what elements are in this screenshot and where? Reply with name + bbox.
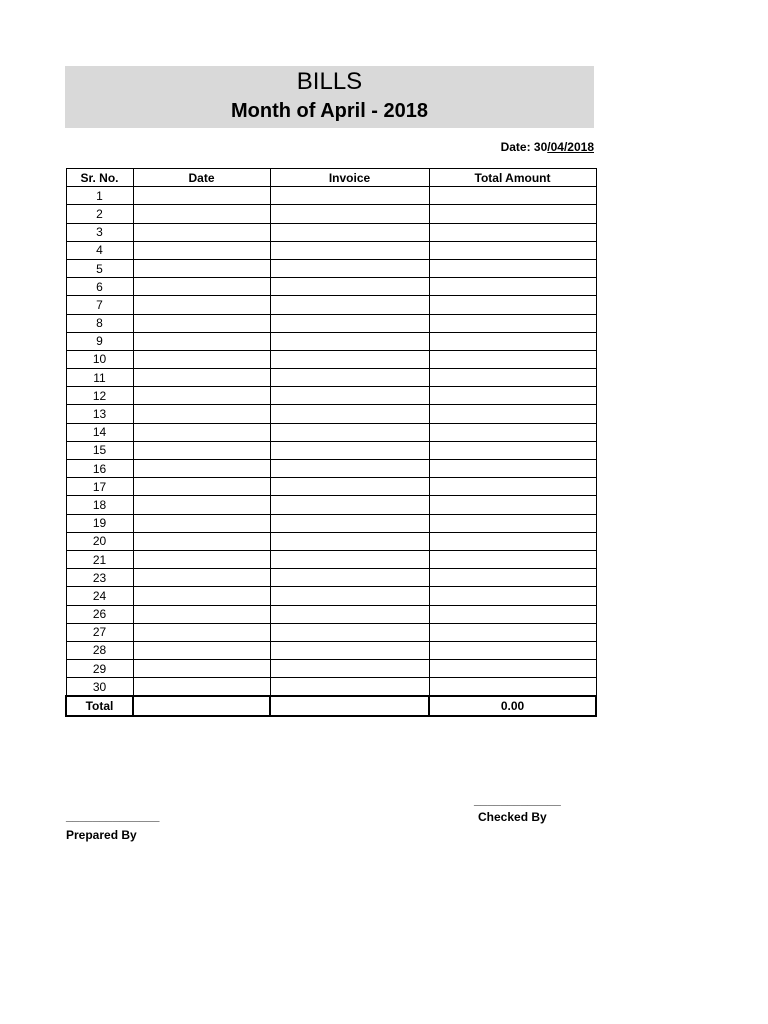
row-invoice-cell[interactable] <box>270 660 429 678</box>
row-total-amount-cell[interactable] <box>429 278 596 296</box>
row-date-cell[interactable] <box>133 241 270 259</box>
row-date-cell[interactable] <box>133 532 270 550</box>
row-sr-no: 26 <box>66 605 133 623</box>
row-total-amount-cell[interactable] <box>429 223 596 241</box>
row-invoice-cell[interactable] <box>270 423 429 441</box>
table-row <box>66 569 596 587</box>
row-sr-no: 15 <box>66 441 133 459</box>
row-total-amount-cell[interactable] <box>429 187 596 205</box>
table-row <box>66 259 596 277</box>
row-date-cell[interactable] <box>133 514 270 532</box>
row-date-cell[interactable] <box>133 496 270 514</box>
row-total-amount-cell[interactable] <box>429 605 596 623</box>
table-row <box>66 641 596 659</box>
row-invoice-cell[interactable] <box>270 641 429 659</box>
page-title: BILLS <box>296 68 363 95</box>
row-invoice-cell[interactable] <box>270 332 429 350</box>
total-label: Total <box>66 696 133 716</box>
table-row <box>66 205 596 223</box>
table-row <box>66 314 596 332</box>
row-date-cell[interactable] <box>133 187 270 205</box>
row-invoice-cell[interactable] <box>270 314 429 332</box>
row-date-cell[interactable] <box>133 550 270 568</box>
row-date-cell[interactable] <box>133 314 270 332</box>
row-sr-no: 11 <box>66 369 133 387</box>
row-total-amount-cell[interactable] <box>429 460 596 478</box>
table-row <box>66 350 596 368</box>
column-header-invoice: Invoice <box>270 169 429 187</box>
row-invoice-cell[interactable] <box>270 496 429 514</box>
row-sr-no: 20 <box>66 532 133 550</box>
row-date-cell[interactable] <box>133 460 270 478</box>
row-total-amount-cell[interactable] <box>429 641 596 659</box>
table-row <box>66 441 596 459</box>
row-sr-no: 16 <box>66 460 133 478</box>
total-amount-value: 0.00 <box>429 696 596 716</box>
row-sr-no: 2 <box>66 205 133 223</box>
row-date-cell[interactable] <box>133 405 270 423</box>
column-header-sr-no: Sr. No. <box>66 169 133 187</box>
row-sr-no: 24 <box>66 587 133 605</box>
row-total-amount-cell[interactable] <box>429 350 596 368</box>
table-row <box>66 678 596 697</box>
date-value: /04/2018 <box>547 140 594 154</box>
row-invoice-cell[interactable] <box>270 205 429 223</box>
row-total-amount-cell[interactable] <box>429 623 596 641</box>
row-date-cell[interactable] <box>133 369 270 387</box>
table-row <box>66 660 596 678</box>
row-date-cell[interactable] <box>133 296 270 314</box>
row-sr-no: 21 <box>66 550 133 568</box>
row-total-amount-cell[interactable] <box>429 478 596 496</box>
prepared-by-label: Prepared By <box>66 828 137 842</box>
row-sr-no: 28 <box>66 641 133 659</box>
row-invoice-cell[interactable] <box>270 678 429 697</box>
row-date-cell[interactable] <box>133 441 270 459</box>
row-date-cell[interactable] <box>133 623 270 641</box>
row-sr-no: 6 <box>66 278 133 296</box>
row-total-amount-cell[interactable] <box>429 532 596 550</box>
row-sr-no: 19 <box>66 514 133 532</box>
bills-table-body <box>66 187 596 697</box>
row-total-amount-cell[interactable] <box>429 678 596 697</box>
row-sr-no: 7 <box>66 296 133 314</box>
row-sr-no: 17 <box>66 478 133 496</box>
row-invoice-cell[interactable] <box>270 478 429 496</box>
row-total-amount-cell[interactable] <box>429 550 596 568</box>
row-invoice-cell[interactable] <box>270 460 429 478</box>
total-row <box>66 696 596 716</box>
row-date-cell[interactable] <box>133 350 270 368</box>
row-sr-no: 18 <box>66 496 133 514</box>
column-header-total-amount: Total Amount <box>429 169 596 187</box>
table-row <box>66 241 596 259</box>
row-total-amount-cell[interactable] <box>429 296 596 314</box>
table-row <box>66 278 596 296</box>
row-date-cell[interactable] <box>133 259 270 277</box>
table-row <box>66 550 596 568</box>
table-row <box>66 223 596 241</box>
row-date-cell[interactable] <box>133 605 270 623</box>
row-invoice-cell[interactable] <box>270 514 429 532</box>
row-invoice-cell[interactable] <box>270 569 429 587</box>
row-date-cell[interactable] <box>133 678 270 697</box>
bills-table <box>65 168 597 717</box>
row-sr-no: 12 <box>66 387 133 405</box>
row-invoice-cell[interactable] <box>270 550 429 568</box>
row-sr-no: 9 <box>66 332 133 350</box>
row-invoice-cell[interactable] <box>270 405 429 423</box>
row-total-amount-cell[interactable] <box>429 205 596 223</box>
row-sr-no: 14 <box>66 423 133 441</box>
checked-by-label: Checked By <box>478 810 547 824</box>
row-total-amount-cell[interactable] <box>429 387 596 405</box>
row-total-amount-cell[interactable] <box>429 405 596 423</box>
prepared-by-signature-line: ______________ <box>66 809 160 823</box>
page-subtitle: Month of April - 2018 <box>230 100 429 122</box>
document-date <box>501 139 594 155</box>
row-date-cell[interactable] <box>133 278 270 296</box>
total-invoice-cell[interactable] <box>270 696 429 716</box>
row-sr-no: 5 <box>66 259 133 277</box>
table-row <box>66 514 596 532</box>
table-row <box>66 332 596 350</box>
row-total-amount-cell[interactable] <box>429 660 596 678</box>
row-invoice-cell[interactable] <box>270 259 429 277</box>
row-total-amount-cell[interactable] <box>429 241 596 259</box>
row-sr-no: 3 <box>66 223 133 241</box>
row-sr-no: 23 <box>66 569 133 587</box>
checked-by-signature-line: _____________ <box>474 793 561 807</box>
row-invoice-cell[interactable] <box>270 241 429 259</box>
row-date-cell[interactable] <box>133 641 270 659</box>
row-sr-no: 13 <box>66 405 133 423</box>
row-total-amount-cell[interactable] <box>429 587 596 605</box>
table-row <box>66 587 596 605</box>
row-invoice-cell[interactable] <box>270 623 429 641</box>
table-row <box>66 460 596 478</box>
row-invoice-cell[interactable] <box>270 278 429 296</box>
row-date-cell[interactable] <box>133 223 270 241</box>
row-total-amount-cell[interactable] <box>429 496 596 514</box>
table-row <box>66 296 596 314</box>
row-sr-no: 8 <box>66 314 133 332</box>
row-sr-no: 10 <box>66 350 133 368</box>
row-date-cell[interactable] <box>133 478 270 496</box>
row-date-cell[interactable] <box>133 205 270 223</box>
row-total-amount-cell[interactable] <box>429 259 596 277</box>
row-total-amount-cell[interactable] <box>429 314 596 332</box>
row-total-amount-cell[interactable] <box>429 423 596 441</box>
row-date-cell[interactable] <box>133 587 270 605</box>
row-date-cell[interactable] <box>133 569 270 587</box>
row-total-amount-cell[interactable] <box>429 514 596 532</box>
row-sr-no: 29 <box>66 660 133 678</box>
row-sr-no: 30 <box>66 678 133 697</box>
row-date-cell[interactable] <box>133 332 270 350</box>
row-invoice-cell[interactable] <box>270 187 429 205</box>
row-invoice-cell[interactable] <box>270 387 429 405</box>
row-total-amount-cell[interactable] <box>429 332 596 350</box>
row-date-cell[interactable] <box>133 660 270 678</box>
row-total-amount-cell[interactable] <box>429 569 596 587</box>
row-invoice-cell[interactable] <box>270 350 429 368</box>
table-row <box>66 496 596 514</box>
row-invoice-cell[interactable] <box>270 296 429 314</box>
table-header-row <box>66 169 596 187</box>
date-label: Date: 30 <box>500 140 548 154</box>
table-row <box>66 187 596 205</box>
row-invoice-cell[interactable] <box>270 369 429 387</box>
row-invoice-cell[interactable] <box>270 587 429 605</box>
table-row <box>66 605 596 623</box>
table-row <box>66 532 596 550</box>
table-row <box>66 387 596 405</box>
row-invoice-cell[interactable] <box>270 223 429 241</box>
row-invoice-cell[interactable] <box>270 441 429 459</box>
row-total-amount-cell[interactable] <box>429 369 596 387</box>
row-invoice-cell[interactable] <box>270 532 429 550</box>
title-band <box>65 66 594 128</box>
row-invoice-cell[interactable] <box>270 605 429 623</box>
row-date-cell[interactable] <box>133 387 270 405</box>
table-row <box>66 423 596 441</box>
table-row <box>66 369 596 387</box>
row-sr-no: 1 <box>66 187 133 205</box>
row-total-amount-cell[interactable] <box>429 441 596 459</box>
table-row <box>66 623 596 641</box>
table-row <box>66 478 596 496</box>
total-date-cell[interactable] <box>133 696 270 716</box>
row-date-cell[interactable] <box>133 423 270 441</box>
row-sr-no: 27 <box>66 623 133 641</box>
column-header-date: Date <box>133 169 270 187</box>
row-sr-no: 4 <box>66 241 133 259</box>
table-row <box>66 405 596 423</box>
